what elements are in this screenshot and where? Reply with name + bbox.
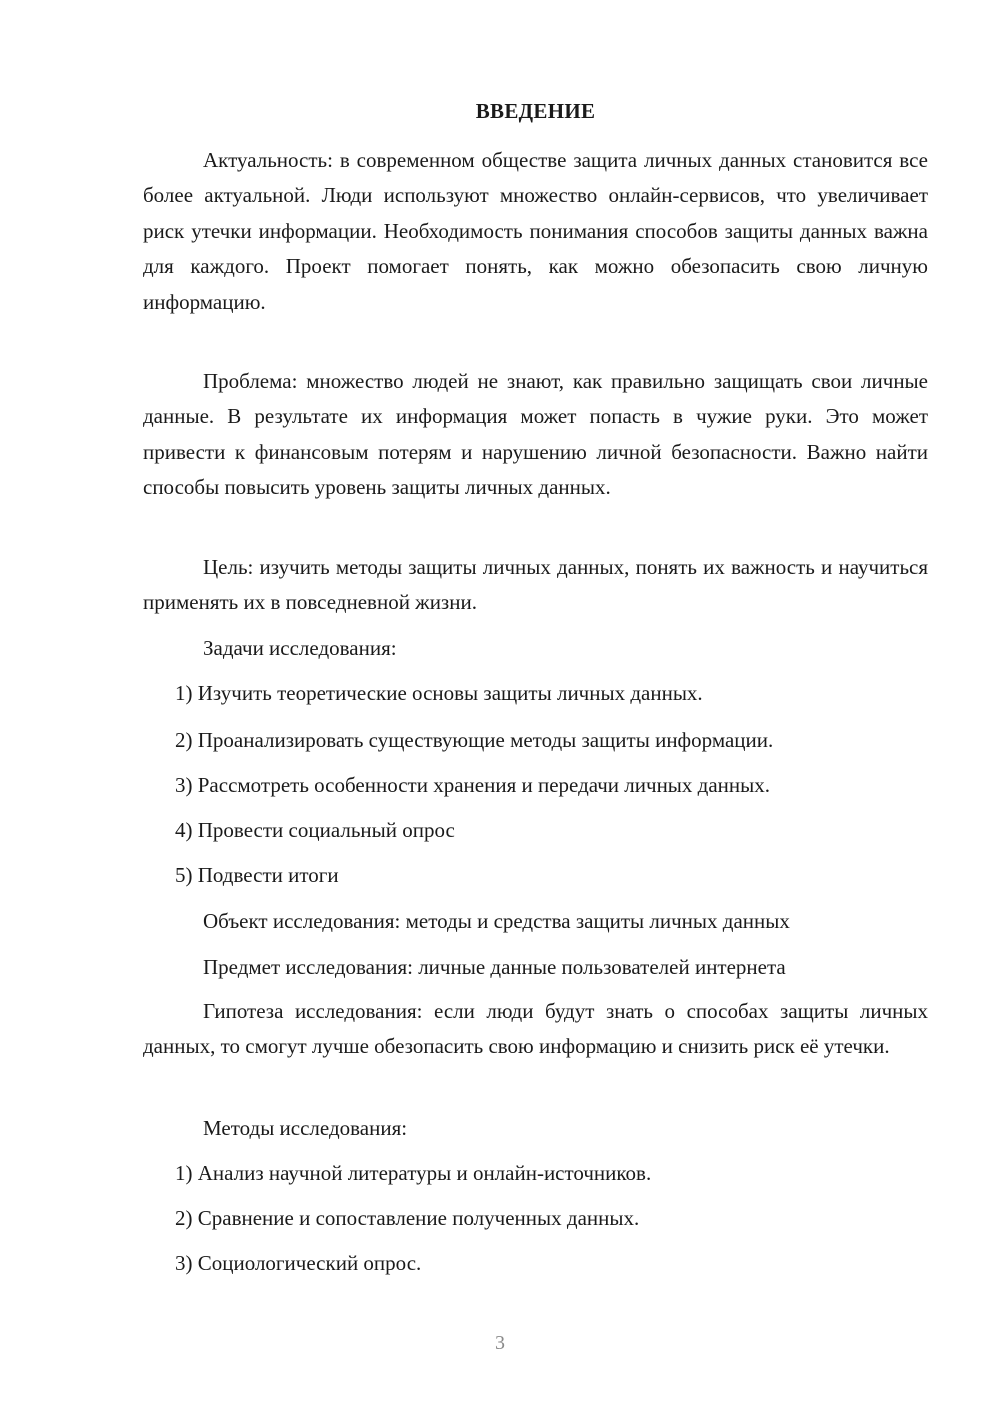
task-item: 4) Провести социальный опрос xyxy=(175,818,455,842)
hypothesis-paragraph: Гипотеза исследования: если люди будут знать о способах защиты личных данных, то смогут лучше обезопасить свою информацию и снизить риск её утечки. xyxy=(143,999,928,1059)
tasks-heading: Задачи исследования: xyxy=(203,636,397,660)
section-title: ВВЕДЕНИЕ xyxy=(475,99,596,123)
object-line: Объект исследования: методы и средства защиты личных данных xyxy=(203,909,790,933)
task-item: 3) Рассмотреть особенности хранения и передачи личных данных. xyxy=(175,773,771,797)
task-item: 5) Подвести итоги xyxy=(175,863,339,887)
methods-heading: Методы исследования: xyxy=(203,1116,408,1140)
page-number: 3 xyxy=(495,1332,505,1354)
task-item: 2) Проанализировать существующие методы защиты информации. xyxy=(175,728,774,752)
goal-paragraph: Цель: изучить методы защиты личных данных, понять их важность и научиться применять их в повседневной жизни. xyxy=(143,555,928,615)
method-item: 2) Сравнение и сопоставление полученных данных. xyxy=(175,1206,640,1230)
task-item: 1) Изучить теоретические основы защиты личных данных. xyxy=(175,681,703,705)
problem-paragraph: Проблема: множество людей не знают, как правильно защищать свои личные данные. В результате их информация может попасть в чужие руки. Это может привести к финансовым потерям и нарушению личной безопасности. Важно найти способы повысить уровень защиты личных данных. xyxy=(143,369,928,500)
subject-line: Предмет исследования: личные данные пользователей интернета xyxy=(203,955,786,979)
method-item: 1) Анализ научной литературы и онлайн-источников. xyxy=(175,1161,652,1185)
relevance-paragraph: Актуальность: в современном обществе защита личных данных становится все более актуальной. Люди используют множество онлайн-сервисов, что увеличивает риск утечки информации. Необходимость понимания способов защиты данных важна для каждого. Проект помогает понять, как можно обезопасить свою личную информацию. xyxy=(143,148,928,314)
method-item: 3) Социологический опрос. xyxy=(175,1251,422,1275)
